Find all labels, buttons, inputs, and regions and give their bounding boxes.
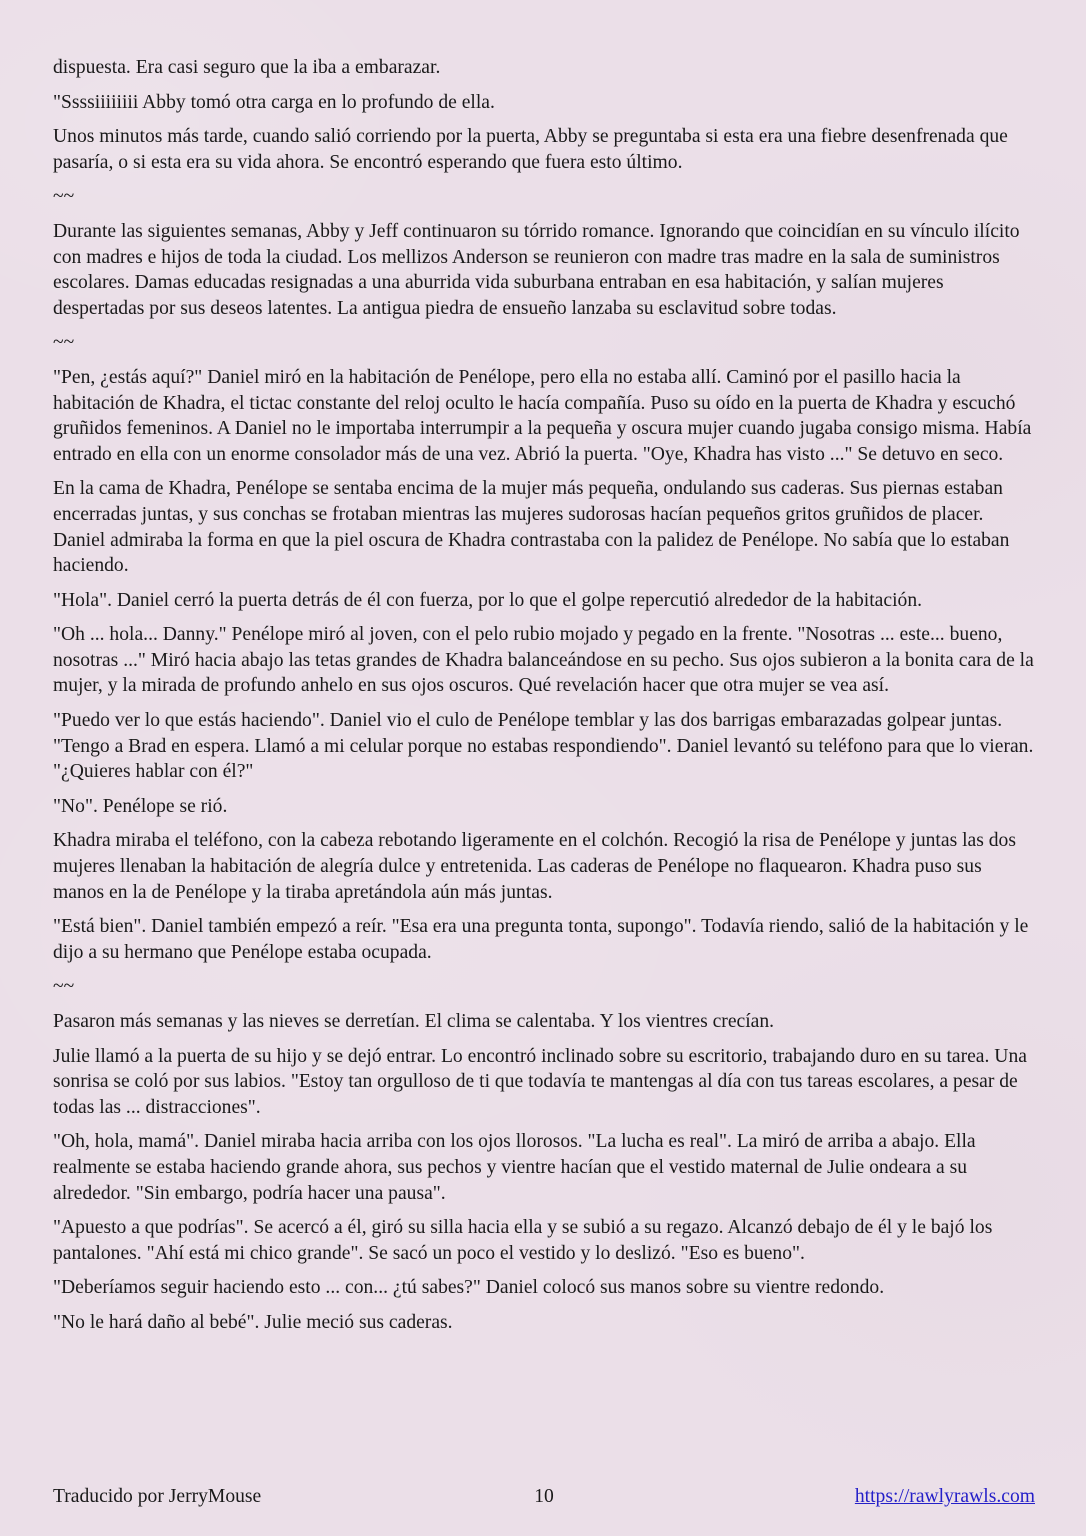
- paragraph: "Oh ... hola... Danny." Penélope miró al joven, con el pelo rubio mojado y pegado en la frente. "Nosotras ... este... bueno, nosotras ..." Miró hacia abajo las tetas grandes de Khadra balanceándose en su pecho. Sus ojos subieron a la bonita cara de la mujer, y la mirada de profundo anhelo en sus ojos oscuros. Qué revelación hacer que otra mujer se vea así.: [53, 624, 1034, 697]
- paragraph: "Pen, ¿estás aquí?" Daniel miró en la habitación de Penélope, pero ella no estaba allí. Caminó por el pasillo hacia la habitación de Khadra, el tictac constante del reloj oculto le hacía compañía. Puso su oído en la puerta de Khadra y escuchó gruñidos femeninos. A Daniel no le importaba interrumpir a la pequeña y oscura mujer cuando jugaba consigo misma. Había entrado en ella con un enorme consolador más de una vez. Abrió la puerta. "Oye, Khadra has visto ..." Se detuvo en seco.: [53, 366, 1032, 465]
- paragraph: "Apuesto a que podrías". Se acercó a él, giró su silla hacia ella y se subió a su regazo. Alcanzó debajo de él y le bajó los pantalones. "Ahí está mi chico grande". Se sacó un poco el vestido y lo deslizó. "Eso es bueno".: [53, 1217, 993, 1264]
- paragraph: "Puedo ver lo que estás haciendo". Daniel vio el culo de Penélope temblar y las dos barrigas embarazadas golpear juntas. "Tengo a Brad en espera. Llamó a mi celular porque no estabas respondiendo". Daniel levantó su teléfono para que lo vieran. "¿Quieres hablar con él?": [53, 710, 1034, 783]
- paragraph: Unos minutos más tarde, cuando salió corriendo por la puerta, Abby se preguntaba si esta era una fiebre desenfrenada que pasaría, o si esta era su vida ahora. Se encontró esperando que fuera esto último.: [53, 126, 1008, 173]
- paragraph: "Está bien". Daniel también empezó a reír. "Esa era una pregunta tonta, supongo". Todavía riendo, salió de la habitación y le dijo a su hermano que Penélope estaba ocupada.: [53, 916, 1029, 963]
- paragraph: Khadra miraba el teléfono, con la cabeza rebotando ligeramente en el colchón. Recogió la risa de Penélope y juntas las dos mujeres llenaban la habitación de alegría dulce y entretenida. Las caderas de Penélope no flaquearon. Khadra puso sus manos en la de Penélope y la tiraba apretándola aún más juntas.: [53, 830, 1016, 903]
- footer-link[interactable]: https://rawlyrawls.com: [854, 1486, 1035, 1507]
- footer-link-wrap: [708, 1484, 1035, 1510]
- paragraph: "Ssssiiiiiiii Abby tomó otra carga en lo profundo de ella.: [53, 91, 495, 113]
- paragraph: "Deberíamos seguir haciendo esto ... con... ¿tú sabes?" Daniel colocó sus manos sobre su vientre redondo.: [53, 1277, 885, 1299]
- section-separator: ~~: [53, 332, 75, 354]
- section-separator: ~~: [53, 186, 75, 208]
- paragraph: "No". Penélope se rió.: [53, 795, 228, 817]
- paragraph: "Hola". Daniel cerró la puerta detrás de él con fuerza, por lo que el golpe repercutió alrededor de la habitación.: [53, 589, 923, 611]
- paragraph: "No le hará daño al bebé". Julie meció sus caderas.: [53, 1311, 453, 1333]
- page-number: 10: [534, 1486, 554, 1507]
- footer-translator-credit: Traducido por JerryMouse: [53, 1486, 262, 1507]
- paragraph: "Oh, hola, mamá". Daniel miraba hacia arriba con los ojos llorosos. "La lucha es real". La miró de arriba a abajo. Ella realmente se estaba haciendo grande ahora, sus pechos y vientre hacían que el vestido maternal de Julie ondeara a su alrededor. "Sin embargo, podría hacer una pausa".: [53, 1131, 976, 1204]
- paragraph: Pasaron más semanas y las nieves se derretían. El clima se calentaba. Y los vientres crecían.: [53, 1011, 775, 1032]
- paragraph: Durante las siguientes semanas, Abby y Jeff continuaron su tórrido romance. Ignorando que coincidían en su vínculo ilícito con madres e hijos de toda la ciudad. Los mellizos Anderson se reunieron con madre tras madre en la sala de suministros escolares. Damas educadas resignadas a una aburrida vida suburbana entraban en esa habitación, y salían mujeres despertadas por sus deseos latentes. La antigua piedra de ensueño lanzaba su esclavitud sobre todas.: [53, 220, 1020, 319]
- page-footer: [53, 1484, 1035, 1510]
- page-body: [53, 55, 1035, 1345]
- paragraph: Julie llamó a la puerta de su hijo y se dejó entrar. Lo encontró inclinado sobre su escritorio, trabajando duro en su tarea. Una sonrisa se coló por sus labios. "Estoy tan orgulloso de ti que todavía te mantengas al día con tus tareas escolares, a pesar de todas las ... distracciones".: [53, 1045, 1027, 1118]
- section-separator: ~~: [53, 976, 75, 998]
- paragraph: En la cama de Khadra, Penélope se sentaba encima de la mujer más pequeña, ondulando sus caderas. Sus piernas estaban encerradas juntas, y sus conchas se frotaban mientras las mujeres sudorosas hacían pequeños gritos gruñidos de placer. Daniel admiraba la forma en que la piel oscura de Khadra contrastaba con la palidez de Penélope. No sabía que lo estaban haciendo.: [53, 478, 1010, 577]
- paragraph: dispuesta. Era casi seguro que la iba a embarazar.: [53, 57, 441, 78]
